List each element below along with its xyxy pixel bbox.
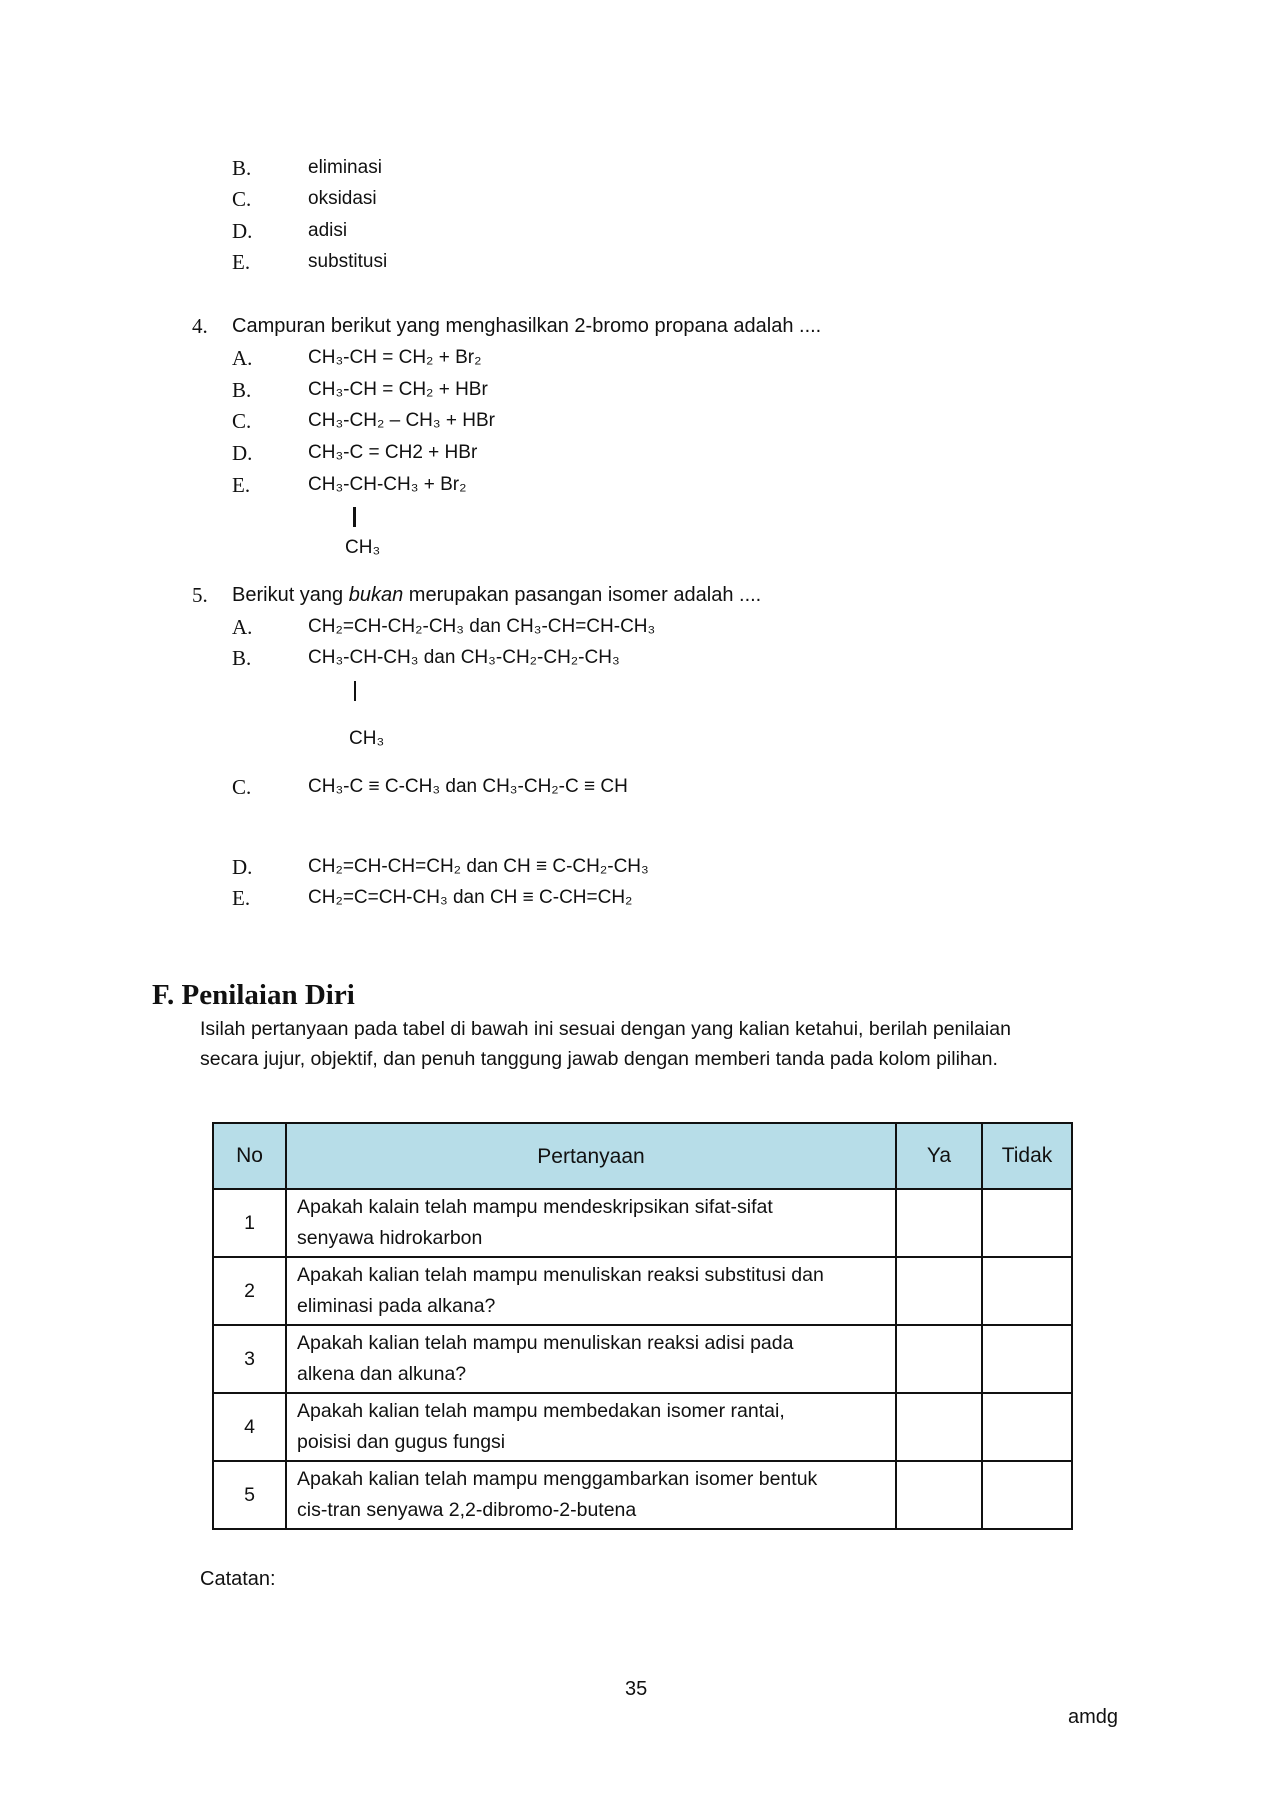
option-text: CH₂=C=CH-CH₃ dan CH ≡ C-CH=CH₂ — [308, 887, 633, 908]
question-text-part: Berikut yang — [232, 584, 349, 606]
option-text: CH₃-CH-CH₃ dan CH₃-CH₂-CH₂-CH₃ — [308, 647, 620, 668]
option-letter: A. — [232, 615, 253, 639]
option-text: CH₃-CH = CH₂ + HBr — [308, 379, 488, 400]
no-answer-cell[interactable] — [982, 1393, 1072, 1461]
yes-cell[interactable] — [896, 1325, 982, 1393]
option-letter: E. — [232, 886, 251, 910]
question-text — [232, 582, 761, 608]
page-number: 35 — [625, 1678, 648, 1700]
table-row — [213, 1325, 1072, 1393]
option-letter: C. — [232, 775, 252, 799]
table-row — [213, 1461, 1072, 1529]
row-number: 3 — [213, 1325, 286, 1393]
footer-text: amdg — [1068, 1706, 1119, 1728]
question-number: 5. — [192, 583, 208, 607]
option-letter: B. — [232, 156, 252, 180]
option-letter: A. — [232, 346, 253, 370]
option-letter: C. — [232, 409, 252, 433]
yes-cell[interactable] — [896, 1461, 982, 1529]
emphasis-text: bukan — [348, 584, 404, 606]
self-assessment-table — [212, 1122, 1073, 1530]
no-answer-cell[interactable] — [982, 1257, 1072, 1325]
header-no-answer: Tidak — [982, 1123, 1072, 1189]
option-letter: C. — [232, 187, 252, 211]
row-number: 5 — [213, 1461, 286, 1529]
table-row — [213, 1393, 1072, 1461]
option-letter: E. — [232, 250, 251, 274]
option-letter: E. — [232, 473, 251, 497]
question-line: Apakah kalian telah mampu menuliskan reaksi substitusi dan — [297, 1264, 824, 1286]
branch-group: CH₃ — [345, 537, 381, 558]
question-line: alkena dan alkuna? — [297, 1363, 467, 1385]
notes-label: Catatan: — [200, 1568, 276, 1590]
option-text: adisi — [308, 220, 348, 241]
question-line: cis-tran senyawa 2,2-dibromo-2-butena — [297, 1499, 637, 1521]
row-number: 2 — [213, 1257, 286, 1325]
question-line: Apakah kalain telah mampu mendeskripsikan sifat-sifat — [297, 1196, 773, 1218]
yes-cell[interactable] — [896, 1189, 982, 1257]
section-intro-line: secara jujur, objektif, dan penuh tanggung jawab dengan memberi tanda pada kolom pilihan. — [200, 1048, 998, 1070]
section-intro-line: Isilah pertanyaan pada tabel di bawah ini sesuai dengan yang kalian ketahui, berilah penilaian — [200, 1018, 1011, 1040]
table-row — [213, 1189, 1072, 1257]
section-heading: F. Penilaian Diri — [152, 979, 355, 1011]
question-line: eliminasi pada alkana? — [297, 1295, 496, 1317]
question-text: Campuran berikut yang menghasilkan 2-bromo propana adalah .... — [232, 315, 822, 337]
row-question — [286, 1325, 896, 1393]
option-text: CH₃-CH = CH₂ + Br₂ — [308, 347, 482, 368]
option-text: substitusi — [308, 251, 388, 272]
header-no: No — [213, 1123, 286, 1189]
option-letter: B. — [232, 646, 252, 670]
header-question: Pertanyaan — [286, 1123, 896, 1189]
question-text-part: merupakan pasangan isomer adalah .... — [403, 584, 762, 606]
option-letter: D. — [232, 219, 253, 243]
no-answer-cell[interactable] — [982, 1461, 1072, 1529]
option-letter: D. — [232, 441, 253, 465]
row-question — [286, 1393, 896, 1461]
option-text: CH₃-C = CH2 + HBr — [308, 442, 478, 463]
row-number: 4 — [213, 1393, 286, 1461]
question-line: Apakah kalian telah mampu menggambarkan isomer bentuk — [297, 1468, 818, 1490]
table-row — [213, 1257, 1072, 1325]
option-text: CH₂=CH-CH₂-CH₃ dan CH₃-CH=CH-CH₃ — [308, 616, 656, 637]
yes-cell[interactable] — [896, 1257, 982, 1325]
question-line: Apakah kalian telah mampu membedakan isomer rantai, — [297, 1400, 785, 1422]
option-text: CH₃-CH-CH₃ + Br₂ — [308, 474, 467, 495]
question-line: Apakah kalian telah mampu menuliskan reaksi adisi pada — [297, 1332, 794, 1354]
option-text: oksidasi — [308, 188, 377, 209]
option-letter: D. — [232, 855, 253, 879]
row-question — [286, 1461, 896, 1529]
option-text: CH₃-C ≡ C-CH₃ dan CH₃-CH₂-C ≡ CH — [308, 776, 628, 797]
table-header-row — [213, 1123, 1072, 1189]
branch-bond-line — [353, 507, 356, 527]
no-answer-cell[interactable] — [982, 1325, 1072, 1393]
branch-group: CH₃ — [349, 728, 385, 749]
row-number: 1 — [213, 1189, 286, 1257]
question-number: 4. — [192, 314, 208, 338]
option-letter: B. — [232, 378, 252, 402]
question-line: senyawa hidrokarbon — [297, 1227, 483, 1249]
question-line: poisisi dan gugus fungsi — [297, 1431, 506, 1453]
no-answer-cell[interactable] — [982, 1189, 1072, 1257]
branch-bond-line — [354, 681, 356, 701]
option-text: eliminasi — [308, 157, 382, 178]
header-yes: Ya — [896, 1123, 982, 1189]
row-question — [286, 1189, 896, 1257]
row-question — [286, 1257, 896, 1325]
yes-cell[interactable] — [896, 1393, 982, 1461]
option-text: CH₃-CH₂ – CH₃ + HBr — [308, 410, 496, 431]
option-text: CH₂=CH-CH=CH₂ dan CH ≡ C-CH₂-CH₃ — [308, 856, 649, 877]
